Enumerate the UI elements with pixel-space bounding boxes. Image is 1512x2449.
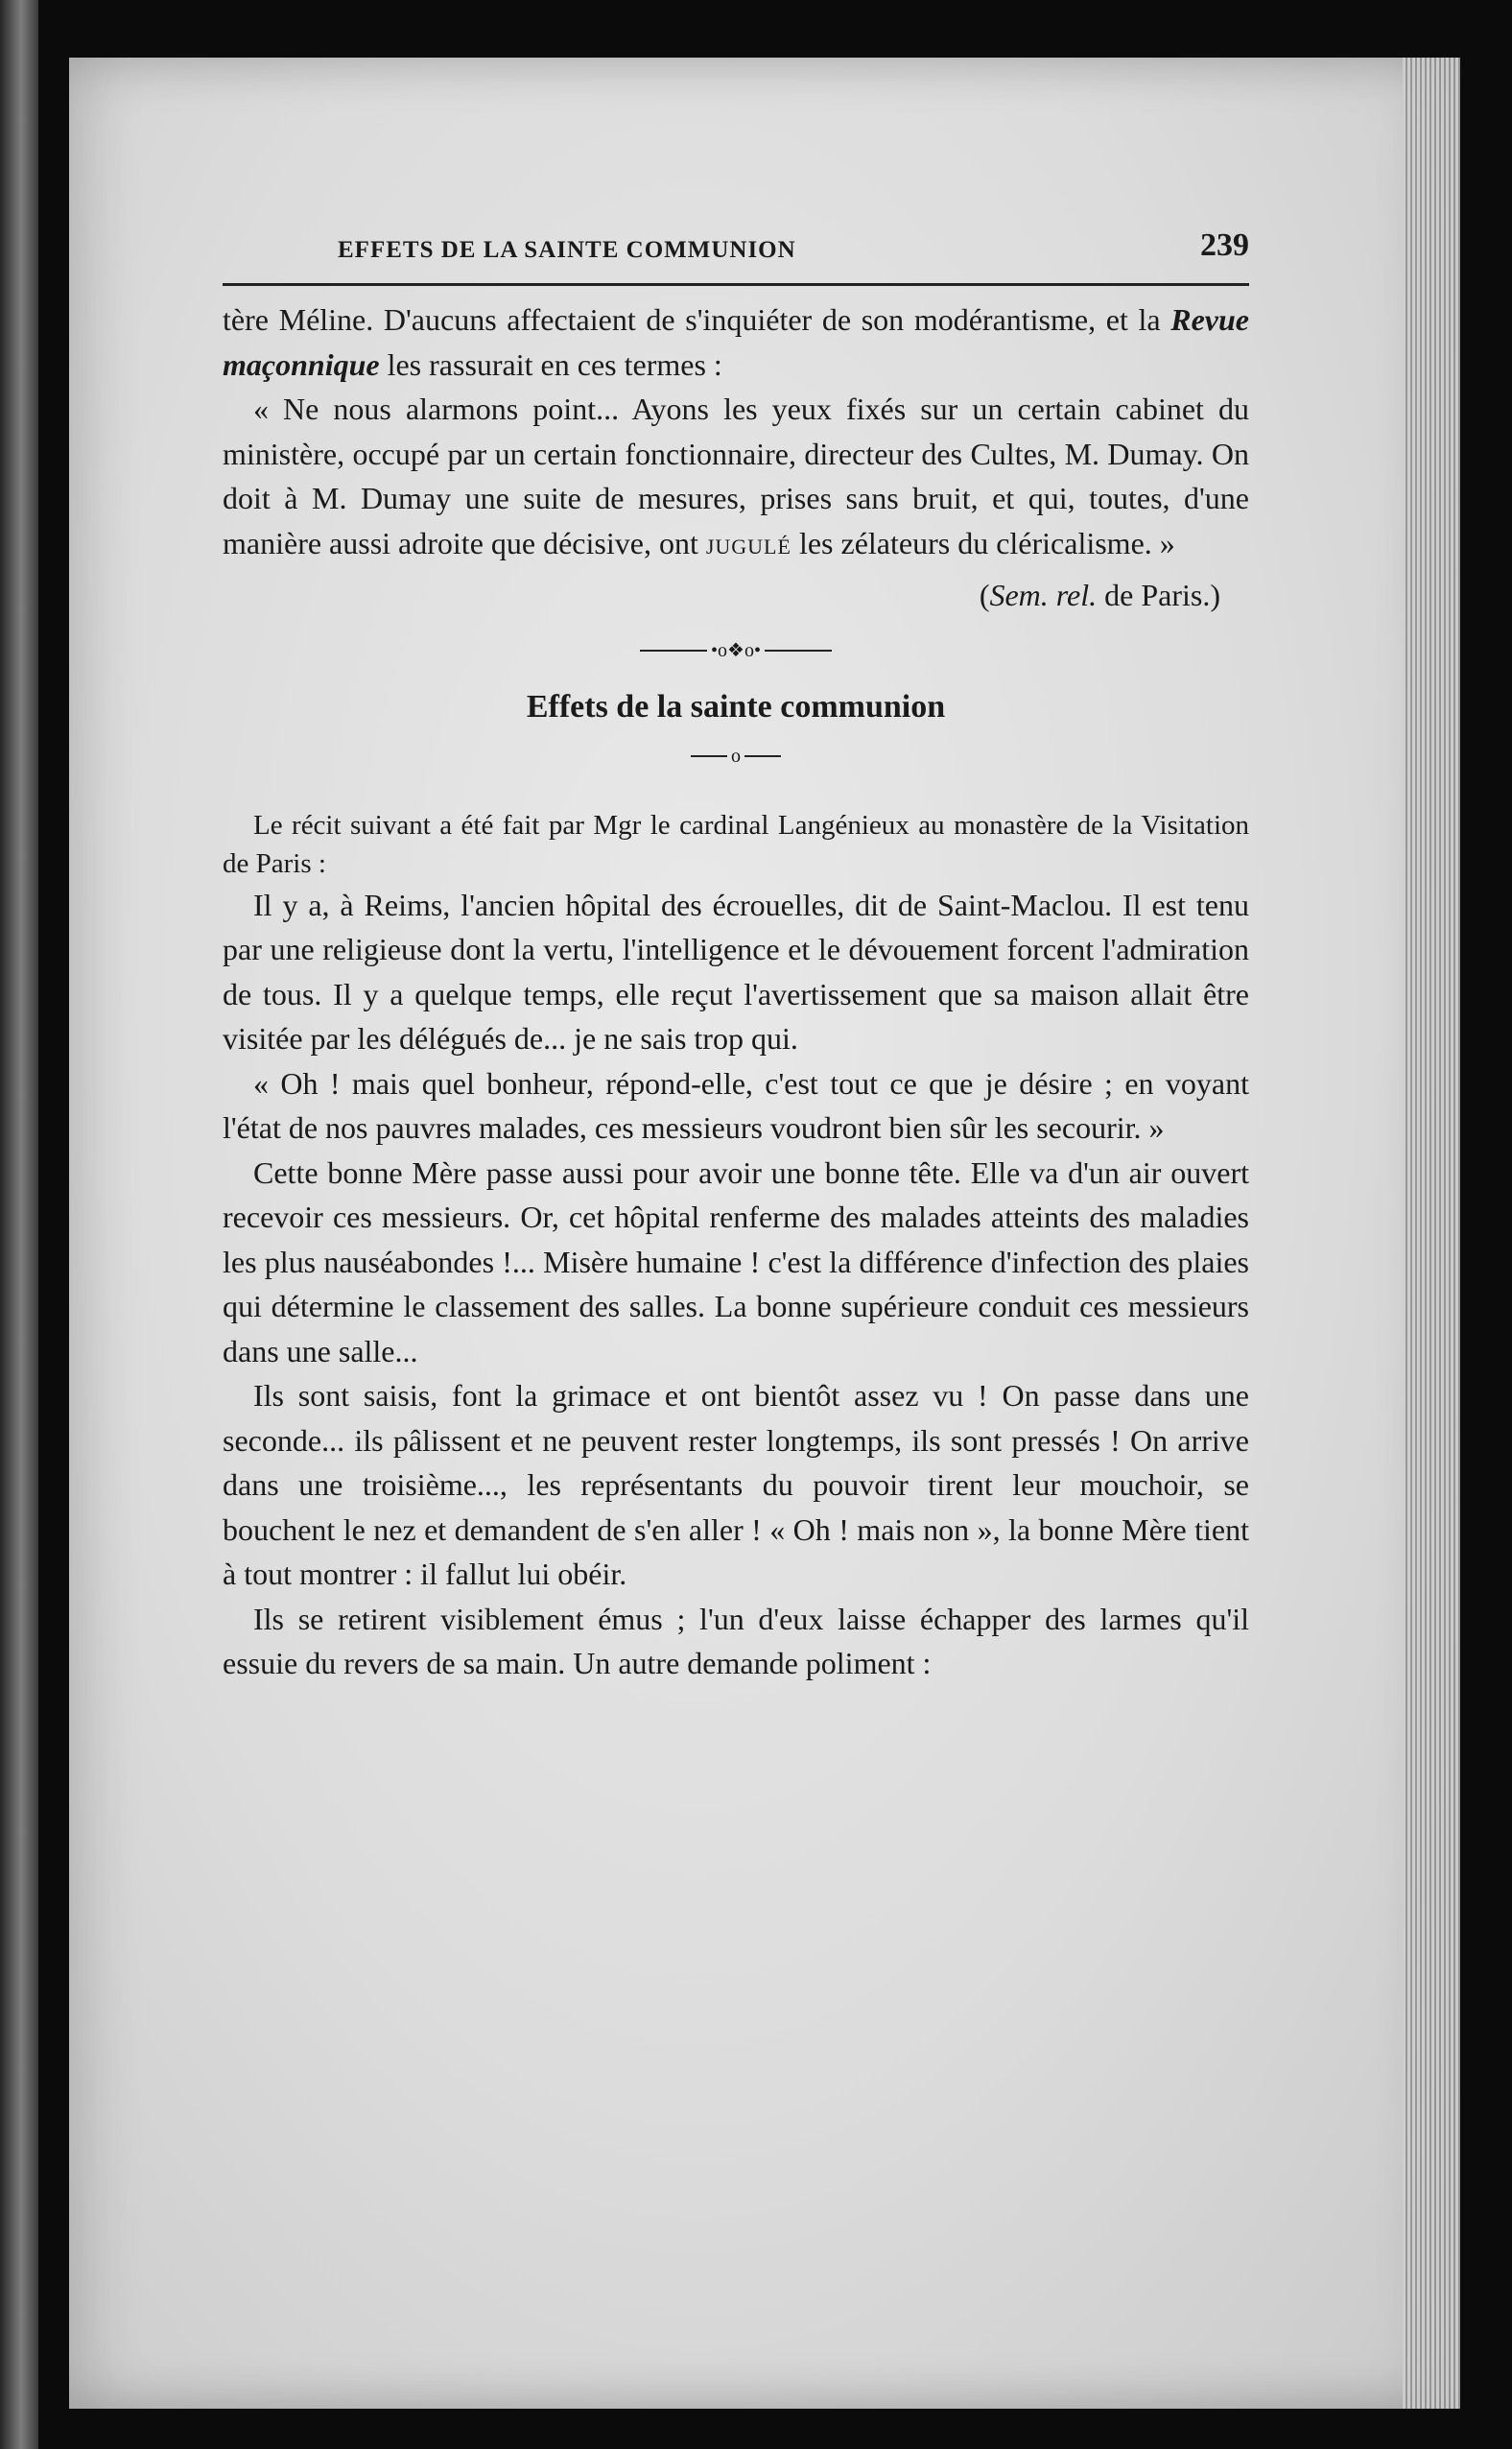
rule-mark: o <box>731 745 741 767</box>
section-ornament <box>223 641 1249 660</box>
ornament-rule-left <box>640 650 707 652</box>
article-intro: Le récit suivant a été fait par Mgr le cardinal Langénieux au monastère de la Visitation de Paris : <box>223 809 1249 879</box>
source-citation <box>223 573 1249 618</box>
rule-right <box>744 755 781 757</box>
text-run: « Ne nous alarmons point... Ayons les yeux fixés sur un certain cabinet du ministère, occupé par un certain fonctionnaire, directeur des Cultes, M. Dumay. On doit à M. Dumay une suite de mesures, prises sans bruit, et qui, toutes, d'une manière aussi adroite que décisive, ont <box>223 392 1249 560</box>
page-number: 239 <box>1200 227 1249 263</box>
article-title: Effets de la sainte communion <box>526 688 946 725</box>
page-content <box>223 226 1249 1686</box>
continuation-paragraph <box>223 297 1249 387</box>
quotation-paragraph <box>223 387 1249 565</box>
emphasis-word: jugulé <box>705 525 791 560</box>
journal-title: Revue maçonnique <box>223 302 1249 382</box>
article-paragraph: Cette bonne Mère passe aussi pour avoir une bonne tête. Elle va d'un air ouvert recevoir ces messieurs. Or, cet hôpital renferme des malades atteints des maladies les plus nauséabondes !... Misère humaine ! c'est la différence d'infection des plaies qui détermine le classement des salles. La bonne supérieure conduit ces messieurs dans une salle... <box>223 1154 1249 1368</box>
book-page <box>69 58 1460 2409</box>
paren-close: ) <box>1210 578 1220 612</box>
paren-open: ( <box>979 578 990 612</box>
text-run: les zélateurs du cléricalisme. » <box>791 525 1175 560</box>
rule-left <box>691 755 727 757</box>
article-paragraph: Ils sont saisis, font la grimace et ont bientôt assez vu ! On passe dans une seconde... ils pâlissent et ne peuvent rester longtemps, ils sont pressés ! On arrive dans une troisième..., les représentants du pouvoir tirent leur mouchoir, se bouchent le nez et demandent de s'en aller ! « Oh ! mais non », la bonne Mère tient à tout montrer : il fallut lui obéir. <box>223 1378 1249 1591</box>
source-abbr: Sem. rel. <box>989 578 1098 612</box>
ornament-glyph: •o❖o• <box>711 639 761 661</box>
text-run: tère Méline. D'aucuns affectaient de s'inquiéter de son modérantisme, et la <box>223 302 1171 337</box>
title-rule <box>223 747 1249 766</box>
article-paragraph: « Oh ! mais quel bonheur, répond-elle, c'est tout ce que je désire ; en voyant l'état de nos pauvres malades, ces messieurs voudront bien sûr les secourir. » <box>223 1065 1249 1145</box>
text-run: les rassurait en ces termes : <box>379 346 722 382</box>
source-place: de Paris. <box>1097 578 1211 612</box>
ornament-rule-right <box>765 650 832 652</box>
article-paragraph: Ils se retirent visiblement émus ; l'un d'eux laisse échapper des larmes qu'il essuie du revers de sa main. Un autre demande poliment : <box>223 1601 1249 1680</box>
page-edges <box>1403 58 1460 2409</box>
running-title: EFFETS DE LA SAINTE COMMUNION <box>338 237 796 263</box>
running-head <box>223 226 1249 286</box>
adjacent-page-edge <box>0 0 38 2449</box>
article-paragraph: Il y a, à Reims, l'ancien hôpital des écrouelles, dit de Saint-Maclou. Il est tenu par une religieuse dont la vertu, l'intelligence et le dévouement forcent l'admiration de tous. Il y a quelque temps, elle reçut l'avertissement que sa maison allait être visitée par les délégués de... je ne sais trop qui. <box>223 887 1249 1056</box>
